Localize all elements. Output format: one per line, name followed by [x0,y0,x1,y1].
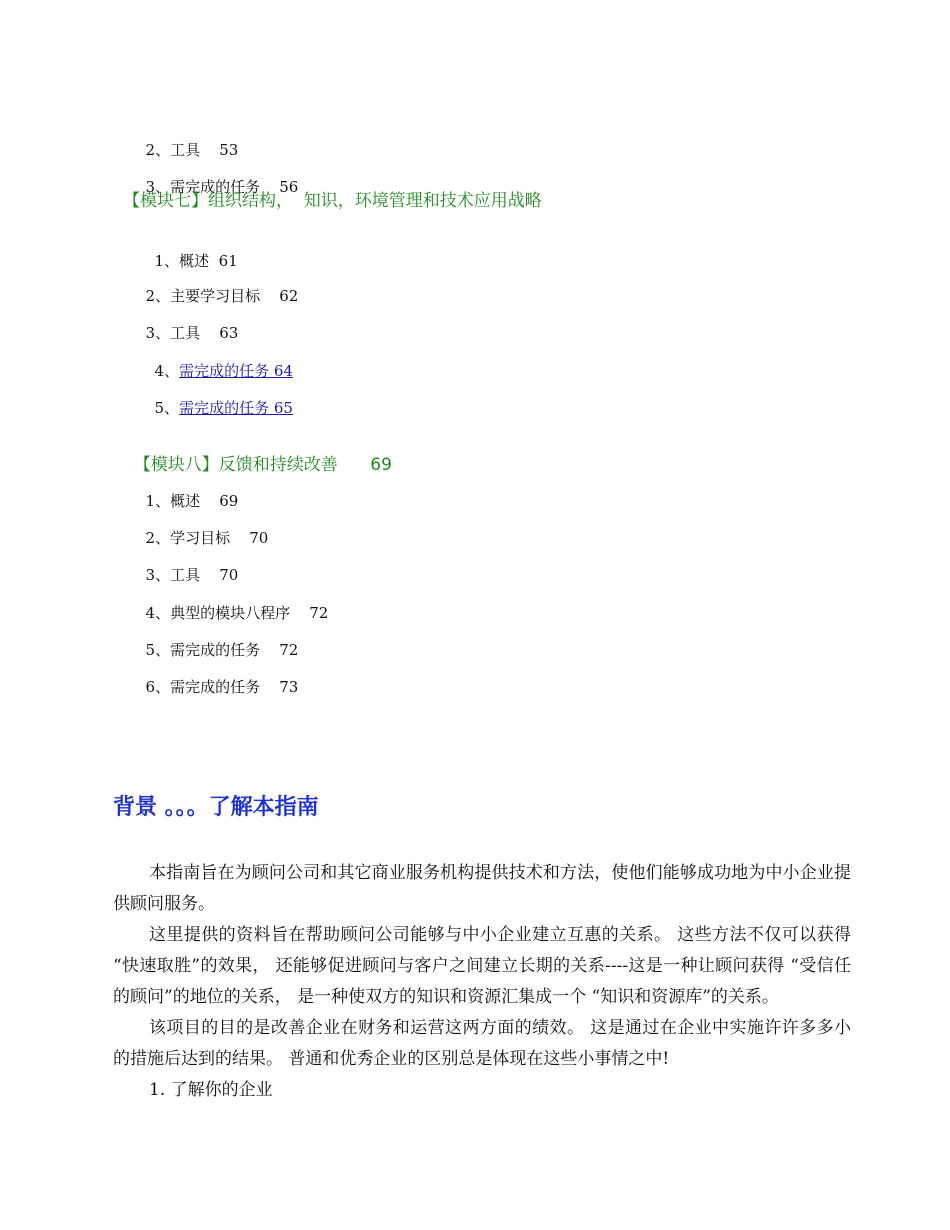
toc-item [136,657,298,697]
toc-item-number: 3、 [145,324,171,342]
toc-item-title[interactable]: 需完成的任务 [179,362,270,380]
toc-item [145,231,238,271]
list-item: 1. 了解你的企业 [149,1080,273,1100]
module7-heading: 【模块七】组织结构， 知识，环境管理和技术应用战略 [123,191,542,211]
toc-item-page[interactable]: 64 [273,362,293,380]
paragraph: 本指南旨在为顾问公司和其它商业服务机构提供技术和方法，使他们能够成功地为中小企业提供顾问服务。 [113,863,851,914]
toc-item-page: 53 [219,141,239,159]
toc-item-number: 6、 [145,678,171,696]
toc-item-number: 5、 [145,641,171,659]
toc-item-page: 72 [279,641,299,659]
toc-item-page: 56 [279,178,299,196]
toc-item-title[interactable]: 需完成的任务 [179,399,270,417]
toc-item-number: 4、 [154,362,180,380]
paragraph: 这里提供的资料旨在帮助顾问公司能够与中小企业建立互惠的关系。 这些方法不仅可以获得 “快速取胜”的效果， 还能够促进顾问与客户之间建立长期的关系----这是一种让顾问获得 “受信任的顾问”的地位的关系， 是一种使双方的知识和资源汇集成一个 “知识和资源库”的关系。 [113,925,851,1007]
toc-item-number: 2、 [145,529,171,547]
toc-item-title: 工具 [170,324,201,342]
toc-link[interactable] [179,399,293,417]
toc-item-title: 工具 [170,141,201,159]
toc-item-link[interactable] [145,341,293,381]
toc-item-number: 5、 [154,399,180,417]
toc-item-title: 学习目标 [170,529,231,547]
toc-item-title: 主要学习目标 [170,287,261,305]
toc-item [136,120,238,160]
toc-item-number: 4、 [145,604,171,622]
toc-item [136,471,238,511]
toc-item-title: 需完成的任务 [170,678,261,696]
toc-item-page: 62 [279,287,299,305]
toc-item-number: 2、 [145,287,171,305]
toc-item-number: 2、 [145,141,171,159]
toc-item-page: 72 [309,604,329,622]
toc-item-page: 63 [219,324,239,342]
toc-item-page: 73 [279,678,299,696]
module8-heading-page: 69 [370,455,392,475]
toc-item-page: 70 [219,566,239,584]
paragraph: 该项目的目的是改善企业在财务和运营这两方面的绩效。 这是通过在企业中实施许许多多小的措施后达到的结果。 普通和优秀企业的区别总是体现在这些小事情之中! [113,1018,851,1069]
toc-item [136,303,238,343]
toc-item-number: 3、 [145,566,171,584]
toc-item-page: 61 [218,252,238,270]
toc-item-title: 概述 [170,492,201,510]
module8-heading-title: 【模块八】反馈和持续改善 [133,455,338,475]
toc-item-number: 1、 [145,492,171,510]
toc-item [136,620,298,660]
toc-item [136,508,268,548]
toc-item-title: 典型的模块八程序 [170,604,291,622]
toc-item-title: 需完成的任务 [170,641,261,659]
toc-item-title: 概述 [179,252,210,270]
toc-item [136,583,328,623]
toc-item [136,545,238,585]
module8-heading [123,432,392,476]
toc-item-page[interactable]: 65 [273,399,293,417]
background-body [113,858,851,1106]
toc-item-link[interactable] [145,378,293,418]
toc-item-page: 69 [219,492,239,510]
toc-item-page: 70 [249,529,269,547]
toc-item-title: 工具 [170,566,201,584]
toc-item-number: 1、 [154,252,180,270]
toc-item [136,266,298,306]
toc-item-title: 需完成的任务 [170,178,261,196]
section-title: 背景 。。。了解本指南 [113,795,319,820]
toc-item-number: 3、 [145,178,171,196]
